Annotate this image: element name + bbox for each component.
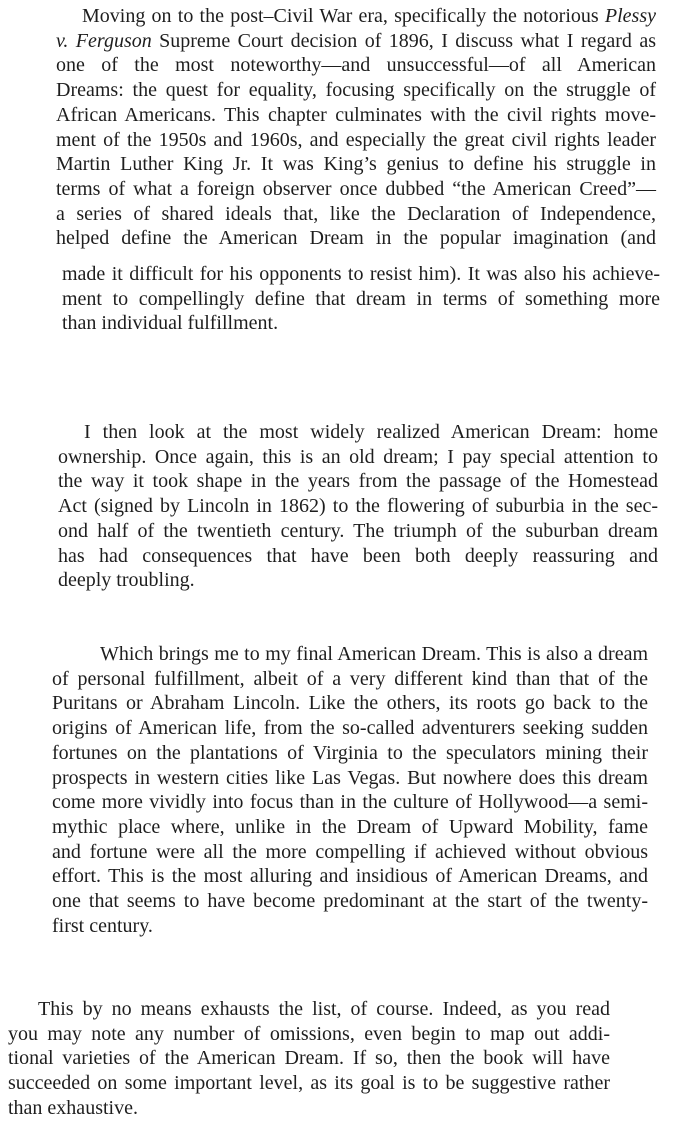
text-line: ment to compellingly define that dream in terms of something more [62,287,660,310]
text-line: made it difficult for his opponents to resist him). It was also his achieve- [62,263,660,285]
paragraph-2 [58,420,658,593]
paragraph-3 [52,642,648,938]
text-line: This by no means exhausts the list, of course. Indeed, as you read [38,998,610,1020]
text-line: ment of the 1950s and 1960s, and especially the great civil rights leader [56,128,656,151]
text-line: has had consequences that have been both deeply reassuring and [58,544,658,567]
text-line: prospects in western cities like Las Vegas. But nowhere does this dream [52,766,648,789]
text-line: of personal fulfillment, albeit of a very different kind than that of the [52,667,648,690]
text-line: first century. [52,914,153,937]
text-line: ond half of the twentieth century. The triumph of the suburban dream [58,519,658,542]
text-line: than exhaustive. [8,1096,138,1119]
text-line: the way it took shape in the years from the passage of the Homestead [58,470,658,493]
text-line: helped define the American Dream in the popular imagination (and [56,227,656,250]
text-line: Dreams: the quest for equality, focusing specifically on the struggle of [56,79,656,102]
paragraph-1-continued [62,262,660,336]
text-line: fortunes on the plantations of Virginia to the speculators mining their [52,741,648,764]
text-line: Which brings me to my final American Dream. This is also a dream [100,643,648,665]
text-line: than individual fulfillment. [62,312,279,335]
paragraph-1 [56,4,656,251]
text-line: a series of shared ideals that, like the Declaration of Independence, [56,202,656,225]
text-line: come more vividly into focus than in the culture of Hollywood—a semi- [52,791,648,814]
paragraph-4 [8,997,610,1121]
text-line: African Americans. This chapter culminates with the civil rights move- [56,103,656,126]
text-line: Act (signed by Lincoln in 1862) to the flowering of suburbia in the sec- [58,495,658,518]
italic-case-name: Plessy [604,5,656,27]
text-line: ownership. Once again, this is an old dream; I pay special attention to [58,445,658,468]
text-line: one that seems to have become predominant at the start of the twenty- [52,890,648,913]
text-line: succeeded on some important level, as its goal is to be suggestive rather [8,1072,610,1095]
italic-case-name: v. Ferguson [56,29,152,52]
text-line: one of the most noteworthy—and unsuccessful—of all American [56,54,656,77]
text-line: origins of American life, from the so-called adventurers seeking sudden [52,717,648,740]
text-line: and fortune were all the more compelling if achieved without obvious [52,840,648,863]
text-line: mythic place where, unlike in the Dream of Upward Mobility, fame [52,815,648,838]
text-line: Puritans or Abraham Lincoln. Like the others, its roots go back to the [52,692,648,715]
text-line: effort. This is the most alluring and insidious of American Dreams, and [52,865,648,888]
text-line: v. Ferguson Supreme Court decision of 1896, I discuss what I regard as [56,29,656,52]
text-line: I then look at the most widely realized American Dream: home [84,421,658,443]
text-line: Martin Luther King Jr. It was King’s genius to define his struggle in [56,153,656,176]
text-line: tional varieties of the American Dream. If so, then the book will have [8,1047,610,1070]
text-line: deeply troubling. [58,569,195,592]
text-line: terms of what a foreign observer once dubbed “the American Creed”— [56,177,656,200]
text-line: you may note any number of omissions, even begin to map out addi- [8,1022,610,1045]
text-line: Moving on to the post–Civil War era, specifically the notorious Plessy [82,5,656,27]
